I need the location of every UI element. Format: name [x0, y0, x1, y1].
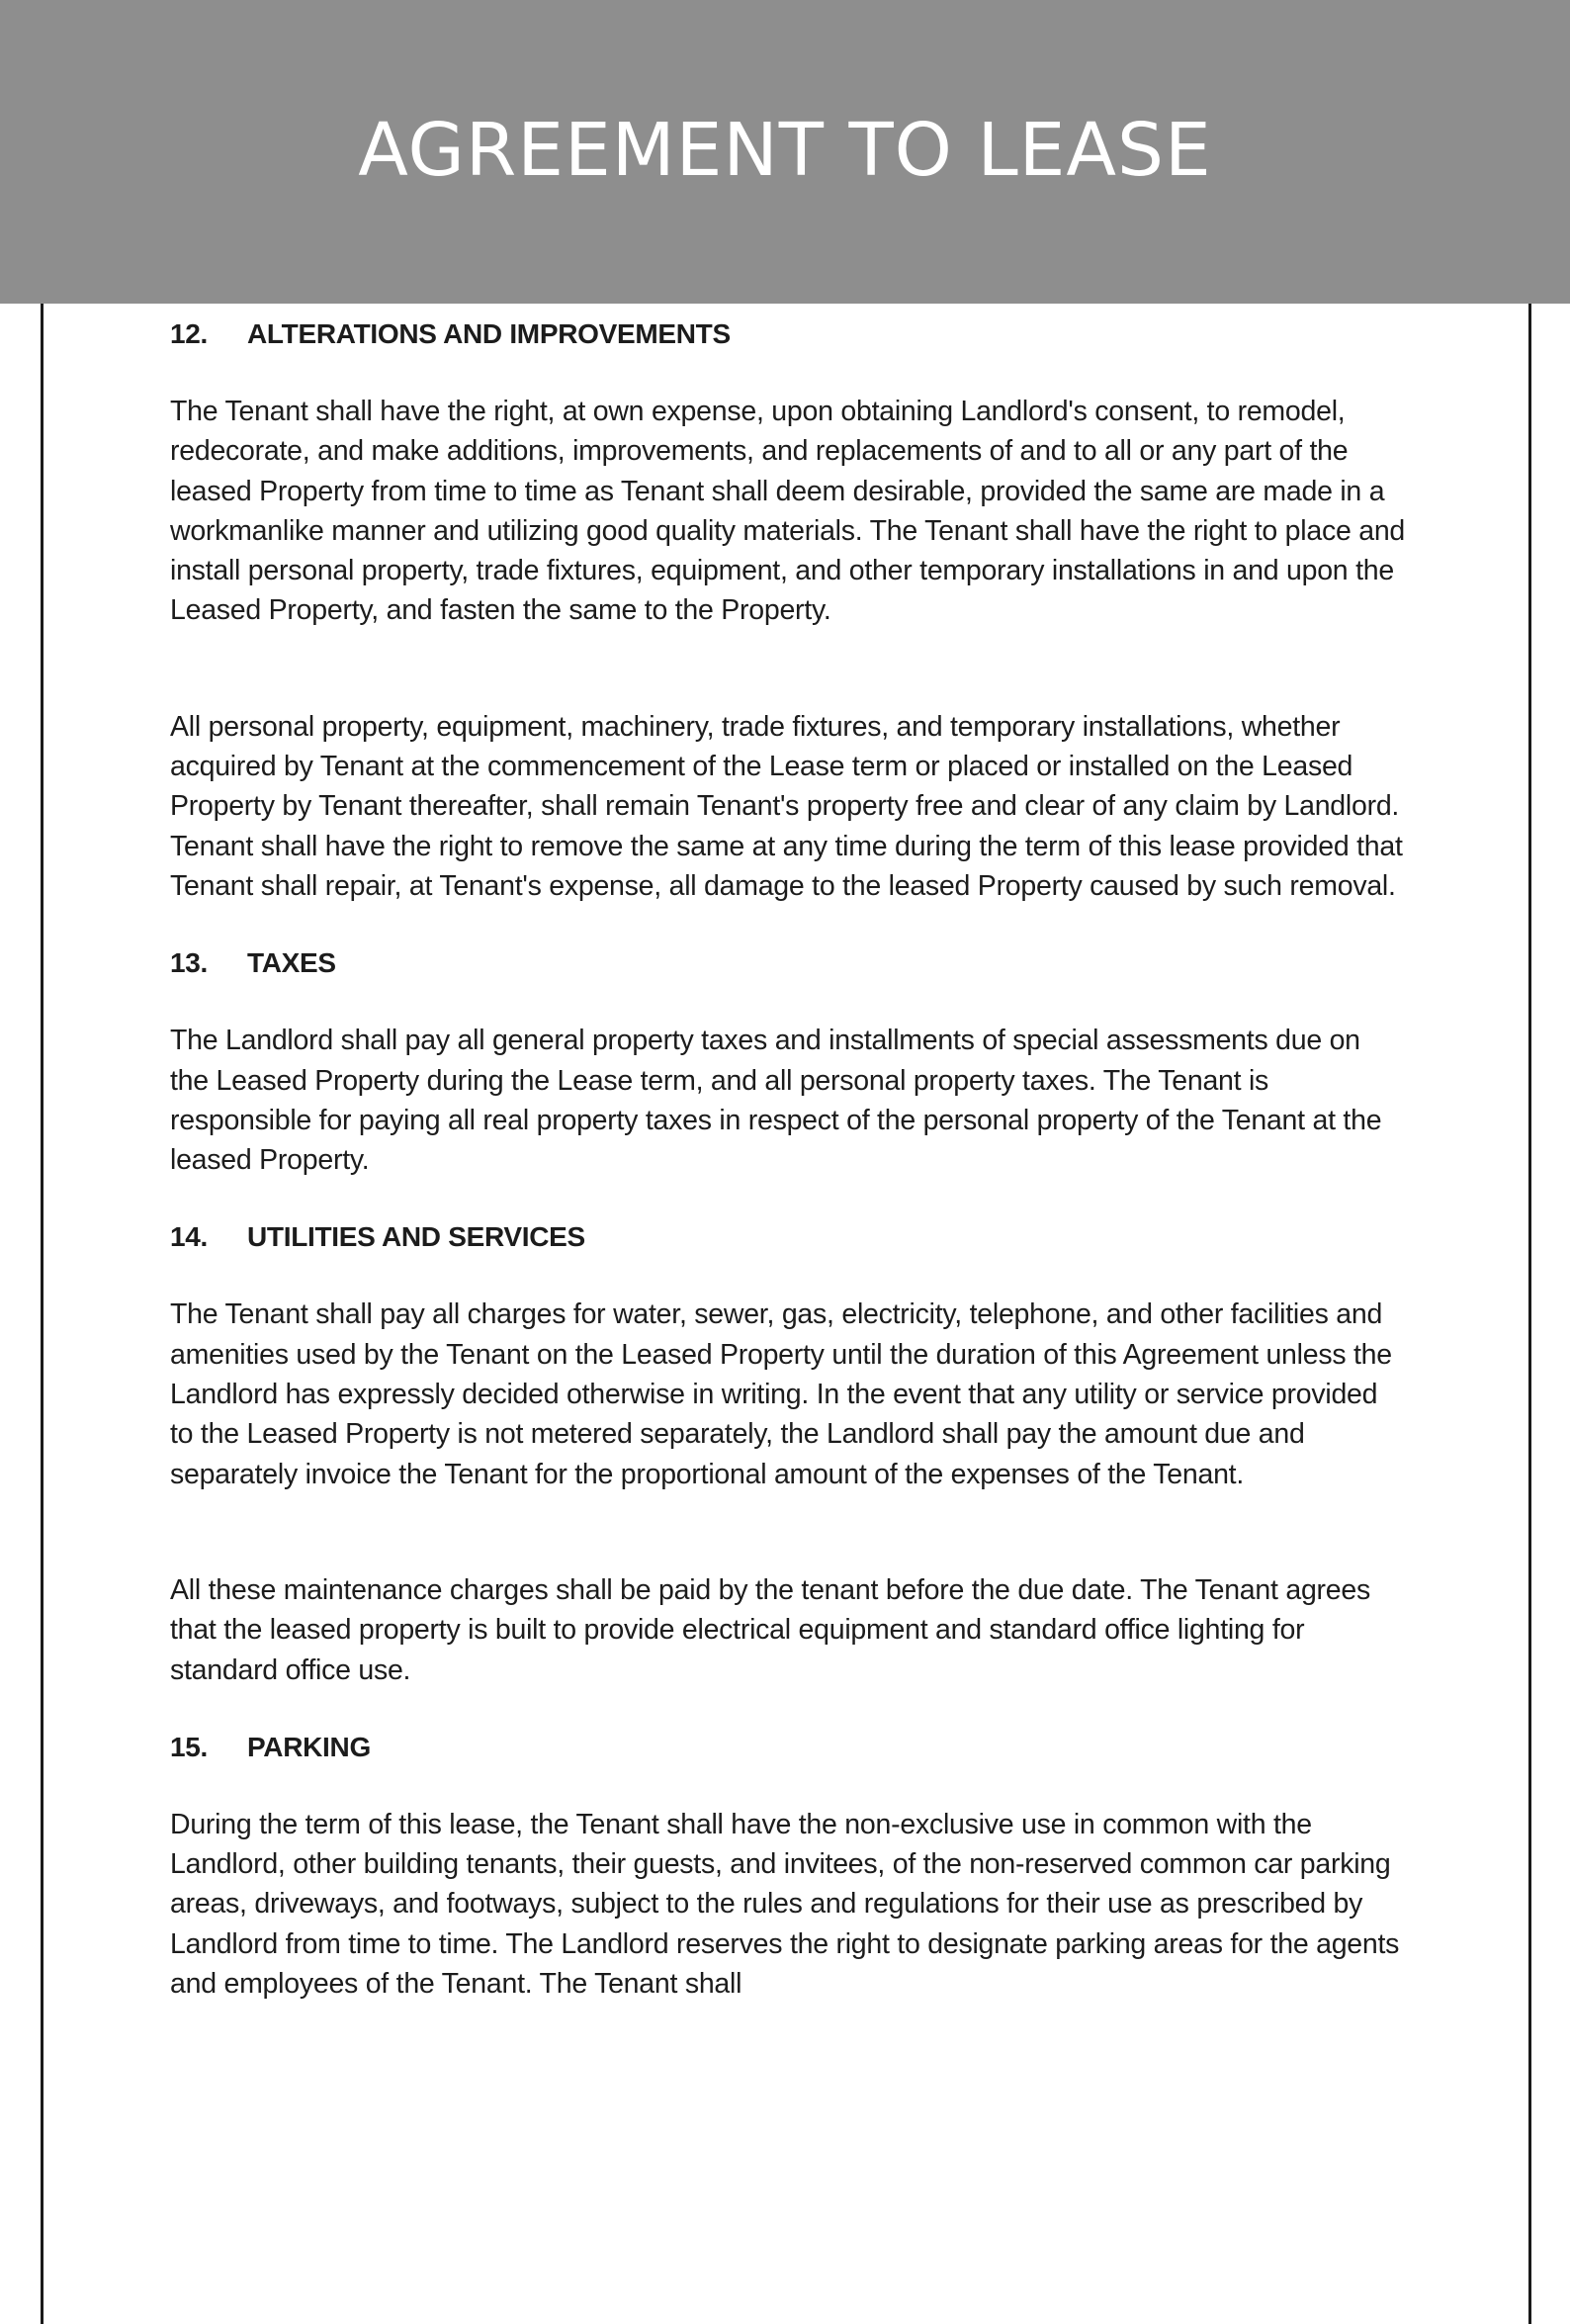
- section-number: 15.: [170, 1731, 209, 1762]
- paragraph: The Tenant shall pay all charges for water, sewer, gas, electricity, telephone, and other facilities and amenities used by the Tenant on the Leased Property until the duration of this Agreement unless the Landlord has expressly decided otherwise in writing. In the event that any utility or service provided to the Leased Property is not metered separately, the Landlord shall pay the amount due and separately invoice the Tenant for the proportional amount of the expenses of the Tenant.: [170, 1298, 1392, 1490]
- section-heading-parking: [170, 1728, 1406, 1767]
- section-title: PARKING: [247, 1731, 371, 1762]
- section-title: TAXES: [247, 947, 336, 979]
- section-number: 13.: [170, 947, 209, 979]
- section-number: 14.: [170, 1221, 209, 1253]
- header-banner: [0, 0, 1570, 304]
- section-heading-utilities: [170, 1217, 1406, 1257]
- section-heading-taxes: [170, 943, 1406, 983]
- section-heading-alterations: [170, 314, 1406, 354]
- document-body: [170, 314, 1406, 2004]
- document-title: AGREEMENT TO LEASE: [358, 107, 1212, 193]
- paragraph: All personal property, equipment, machinery, trade fixtures, and temporary installations, whether acquired by Tenant at the commencement of the Lease term or placed or installed on the Leased Property by Tenant thereafter, shall remain Tenant's property free and clear of any claim by Landlord. Tenant shall have the right to remove the same at any time during the term of this lease provided that Tenant shall repair, at Tenant's expense, all damage to the leased Property caused by such removal.: [170, 710, 1403, 902]
- paragraph: The Tenant shall have the right, at own expense, upon obtaining Landlord's consent, to remodel, redecorate, and make additions, improvements, and replacements of and to all or any part of the leased Property from time to time as Tenant shall deem desirable, provided the same are made in a workmanlike manner and utilizing good quality materials. The Tenant shall have the right to place and install personal property, trade fixtures, equipment, and other temporary installations in and upon the Leased Property, and fasten the same to the Property.: [170, 396, 1406, 627]
- section-number: 12.: [170, 318, 209, 349]
- section-title: ALTERATIONS AND IMPROVEMENTS: [247, 318, 731, 349]
- paragraph: All these maintenance charges shall be paid by the tenant before the due date. The Tenant agrees that the leased property is built to provide electrical equipment and standard office lighting for standard office use.: [170, 1573, 1370, 1686]
- section-title: UTILITIES AND SERVICES: [247, 1221, 585, 1253]
- paragraph: The Landlord shall pay all general property taxes and installments of special assessments due on the Leased Property during the Lease term, and all personal property taxes. The Tenant is responsible for paying all real property taxes in respect of the personal property of the Tenant at the leased Property.: [170, 1025, 1382, 1177]
- paragraph: During the term of this lease, the Tenant shall have the non-exclusive use in common with the Landlord, other building tenants, their guests, and invitees, of the non-reserved common car parking areas, driveways, and footways, subject to the rules and regulations for their use as prescribed by Landlord from time to time. The Landlord reserves the right to designate parking areas for the agents and employees of the Tenant. The Tenant shall: [170, 1808, 1400, 2001]
